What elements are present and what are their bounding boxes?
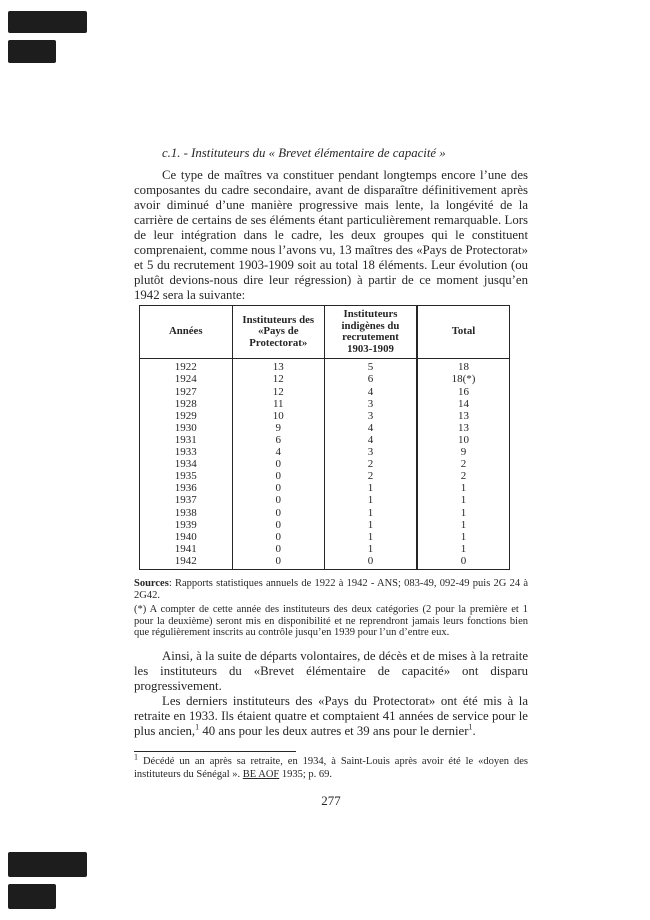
table-cell: 9 <box>232 422 325 434</box>
table-cell: 0 <box>232 482 325 494</box>
column-header: Total <box>417 306 510 359</box>
sources-label: Sources <box>134 577 169 589</box>
table-cell: 1941 <box>174 542 197 555</box>
paragraph-last-teachers <box>134 694 528 739</box>
table-cell: 0 <box>232 507 325 519</box>
table-cell: 1 <box>325 507 418 519</box>
table-row <box>140 470 510 482</box>
table-row <box>140 359 510 374</box>
table-row <box>140 555 510 570</box>
table-cell: 1 <box>325 494 418 506</box>
table-row <box>140 434 510 446</box>
table-cell: 1 <box>417 543 510 555</box>
table-cell: 3 <box>325 410 418 422</box>
column-header: Instituteurs indigènes du recrutement 1903-1909 <box>325 306 418 359</box>
table-cell: 1928 <box>174 397 197 410</box>
table-cell: 13 <box>417 410 510 422</box>
paragraph-text: Les derniers instituteurs des «Pays du Protectorat» ont été mis à la retraite en 1933. Ils étaient quatre et comptaient 41 années de service pour le plus ancien, <box>134 693 528 738</box>
table-header <box>140 306 510 359</box>
table-cell: 0 <box>232 555 325 570</box>
column-header: Instituteurs des «Pays de Protectorat» <box>232 306 325 359</box>
footnote <box>134 752 528 781</box>
table-cell: 4 <box>232 446 325 458</box>
table-cell: 18 <box>417 359 510 374</box>
scan-artifact-top-2 <box>8 40 56 63</box>
table-cell: 13 <box>417 422 510 434</box>
table-cell: 1939 <box>174 518 197 531</box>
table-cell: 11 <box>232 398 325 410</box>
table-cell: 1933 <box>174 446 197 459</box>
table-cell: 1942 <box>174 554 197 567</box>
footnote-separator <box>134 751 296 752</box>
table-cell: 0 <box>232 494 325 506</box>
table-cell: 1 <box>417 482 510 494</box>
paragraph-intro: Ce type de maîtres va constituer pendant longtemps encore l’une des composantes du cadre secondaire, avant de disparaître définitivement après avoir diminué d’une manière progressive mais lente, la longévité de la carrière de certains de ses éléments étant particulièrement remarquable. Lors de leur intégration dans le cadre, les deux groupes qui le constituent comprenaient, comme nous l’avons vu, 13 maîtres des «Pays de Protectorat» et 5 du recrutement 1903-1909 soit au total 18 éléments. Leur évolution (ou plutôt devions-nous dire leur régression) à partir de ce moment jusqu’en 1942 sera la suivante: <box>134 168 528 302</box>
table-cell: 4 <box>325 422 418 434</box>
table-cell: 10 <box>232 410 325 422</box>
table-row <box>140 543 510 555</box>
table-row <box>140 386 510 398</box>
table-body <box>140 359 510 570</box>
table-cell: 1 <box>417 494 510 506</box>
section-heading: c.1. - Instituteurs du « Brevet élémentaire de capacité » <box>162 146 446 160</box>
table-cell: 14 <box>417 398 510 410</box>
footnote-text: 1935; p. 69. <box>279 768 333 780</box>
table-cell: 1922 <box>174 361 197 374</box>
table-cell: 1935 <box>174 470 197 483</box>
table-cell: 3 <box>325 398 418 410</box>
table-cell: 16 <box>417 386 510 398</box>
table-cell: 4 <box>325 386 418 398</box>
sources-note <box>134 578 528 601</box>
asterisk-note: (*) A compter de cette année des instituteurs des deux catégories (2 pour la première et 1 pour la deuxième) seront mis en disponibilité et ne reprendront jamais leurs fonctions bien que régulièrement inscrits au contrôle jusqu’en 1939 pour l’un d’entre eux. <box>134 604 528 639</box>
table-cell: 1940 <box>174 530 197 543</box>
table-row <box>140 446 510 458</box>
table-cell: 1938 <box>174 506 197 519</box>
table-cell: 6 <box>232 434 325 446</box>
table-cell: 1 <box>417 531 510 543</box>
table-cell: 12 <box>232 373 325 385</box>
table-cell: 1924 <box>174 373 197 386</box>
column-header: Années <box>140 306 233 359</box>
page-content <box>134 146 528 809</box>
footnote-reference: 1 <box>195 722 200 732</box>
table-cell: 18(*) <box>417 373 510 385</box>
table-cell: 1929 <box>174 409 197 422</box>
table-cell: 2 <box>417 470 510 482</box>
table-cell: 1930 <box>174 421 197 434</box>
table-row <box>140 494 510 506</box>
data-table <box>139 305 510 570</box>
table-row <box>140 482 510 494</box>
paragraph-ainsi: Ainsi, à la suite de départs volontaires, de décès et de mises à la retraite les instituteurs du «Brevet élémentaire de capacité» ont disparu progressivement. <box>134 648 528 693</box>
table-row <box>140 507 510 519</box>
table-row <box>140 373 510 385</box>
table-cell: 9 <box>417 446 510 458</box>
table-row <box>140 422 510 434</box>
table-cell: 1936 <box>174 482 197 495</box>
scan-artifact-bottom-2 <box>8 884 56 909</box>
table-cell: 1 <box>325 531 418 543</box>
table-cell: 0 <box>325 555 418 570</box>
table-cell: 13 <box>232 359 325 374</box>
paragraph-text: . <box>472 723 476 738</box>
table-cell: 2 <box>417 458 510 470</box>
table-header-row <box>140 306 510 359</box>
table-cell: 0 <box>417 555 510 570</box>
table-cell: 2 <box>325 458 418 470</box>
table-cell: 1 <box>417 519 510 531</box>
scan-artifact-top-1 <box>8 11 87 33</box>
table-cell: 1 <box>325 519 418 531</box>
table-row <box>140 398 510 410</box>
paragraph-text: 40 ans pour les deux autres et 39 ans pour le dernier <box>199 723 469 738</box>
table-cell: 5 <box>325 359 418 374</box>
table-cell: 0 <box>232 519 325 531</box>
table-cell: 12 <box>232 386 325 398</box>
table-cell: 0 <box>232 543 325 555</box>
sources-text: : Rapports statistiques annuels de 1922 à 1942 - ANS; 083-49, 092-49 puis 2G 24 à 2G42. <box>134 577 528 601</box>
scan-artifact-bottom-1 <box>8 852 87 877</box>
table-cell: 1 <box>325 482 418 494</box>
footnote-reference: 1 <box>468 722 473 732</box>
table-cell: 4 <box>325 434 418 446</box>
table-cell: 1937 <box>174 494 197 507</box>
table-cell: 3 <box>325 446 418 458</box>
table-cell: 0 <box>232 458 325 470</box>
table-row <box>140 410 510 422</box>
table-cell: 1927 <box>174 385 197 398</box>
table-cell: 6 <box>325 373 418 385</box>
page-number: 277 <box>321 793 341 809</box>
table-cell: 0 <box>232 531 325 543</box>
table-cell: 1931 <box>174 433 197 446</box>
table-row <box>140 531 510 543</box>
table-cell: 10 <box>417 434 510 446</box>
table-cell: 1934 <box>174 458 197 471</box>
table-row <box>140 519 510 531</box>
footnote-text: Décédé un an après sa retraite, en 1934, à Saint-Louis après avoir été le «doyen des instituteurs du Sénégal ». <box>134 755 528 780</box>
footnote-citation: BE AOF <box>242 768 280 780</box>
table-cell: 1 <box>417 507 510 519</box>
footnote-marker: 1 <box>134 752 138 762</box>
table-row <box>140 458 510 470</box>
table-cell: 1 <box>325 543 418 555</box>
table-cell: 2 <box>325 470 418 482</box>
table-cell: 0 <box>232 470 325 482</box>
